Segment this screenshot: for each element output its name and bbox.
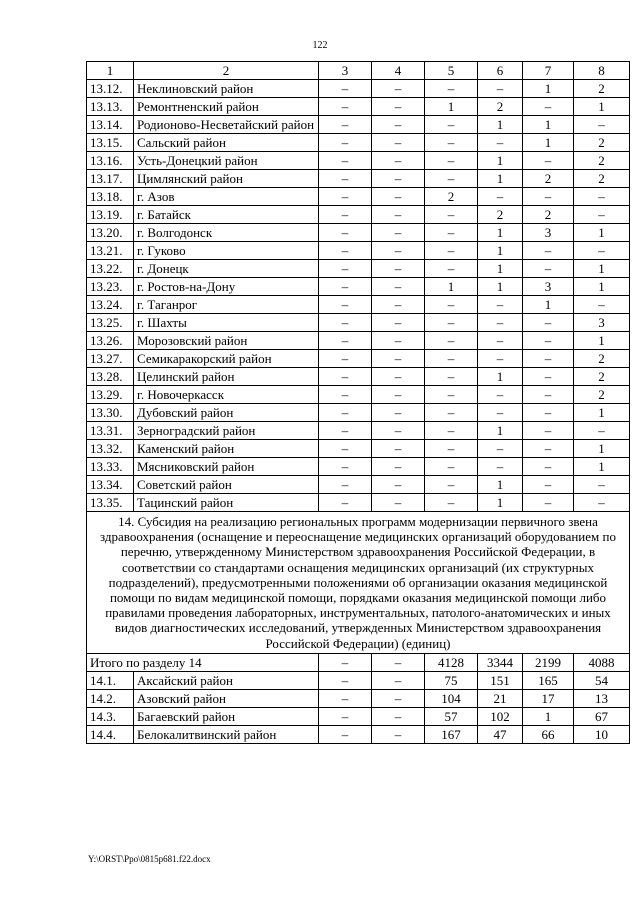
row-value: – <box>425 386 478 404</box>
column-header: 6 <box>478 62 523 80</box>
row-value: 1 <box>478 494 523 512</box>
row-value: – <box>372 404 425 422</box>
row-value: – <box>478 314 523 332</box>
row-value: – <box>372 170 425 188</box>
row-value: – <box>372 260 425 278</box>
row-value: – <box>372 188 425 206</box>
table-row <box>87 368 630 386</box>
row-number: 13.14. <box>87 116 134 134</box>
row-number: 13.19. <box>87 206 134 224</box>
row-value: 102 <box>478 707 523 725</box>
table-row <box>87 296 630 314</box>
row-value: – <box>372 422 425 440</box>
total-value: – <box>319 653 372 671</box>
row-value: – <box>372 116 425 134</box>
header-row <box>87 62 630 80</box>
row-name: Каменский район <box>134 440 319 458</box>
row-number: 13.18. <box>87 188 134 206</box>
row-value: – <box>523 440 574 458</box>
column-header: 7 <box>523 62 574 80</box>
row-value: 2 <box>574 170 630 188</box>
row-value: – <box>478 296 523 314</box>
row-value: – <box>425 116 478 134</box>
row-value: 1 <box>574 224 630 242</box>
row-name: г. Батайск <box>134 206 319 224</box>
row-value: – <box>319 350 372 368</box>
row-value: – <box>478 350 523 368</box>
row-value: 1 <box>574 404 630 422</box>
row-value: – <box>372 98 425 116</box>
row-value: – <box>372 494 425 512</box>
row-value: 2 <box>574 368 630 386</box>
row-name: Семикаракорский район <box>134 350 319 368</box>
row-value: – <box>425 350 478 368</box>
row-value: 2 <box>574 350 630 368</box>
row-value: – <box>319 260 372 278</box>
row-value: 1 <box>478 368 523 386</box>
table-row <box>87 170 630 188</box>
page-number: 122 <box>312 40 328 51</box>
row-value: 2 <box>574 80 630 98</box>
row-value: 2 <box>574 386 630 404</box>
total-value: 4088 <box>574 653 630 671</box>
row-value: 151 <box>478 671 523 689</box>
row-value: 66 <box>523 725 574 743</box>
row-value: – <box>372 242 425 260</box>
row-value: – <box>523 368 574 386</box>
row-value: 1 <box>478 278 523 296</box>
row-value: 1 <box>478 476 523 494</box>
total-value: 3344 <box>478 653 523 671</box>
table-row <box>87 314 630 332</box>
row-name: Советский район <box>134 476 319 494</box>
row-name: Неклиновский район <box>134 80 319 98</box>
row-value: – <box>425 170 478 188</box>
row-value: 54 <box>574 671 630 689</box>
footer-file-path: Y:\ORST\Ppo\0815p681.f22.docx <box>88 854 211 864</box>
row-value: – <box>319 707 372 725</box>
row-value: 2 <box>523 206 574 224</box>
row-number: 13.26. <box>87 332 134 350</box>
row-value: – <box>425 368 478 386</box>
table-row <box>87 332 630 350</box>
row-value: – <box>574 422 630 440</box>
row-value: – <box>523 386 574 404</box>
row-value: – <box>523 404 574 422</box>
row-value: – <box>478 332 523 350</box>
row-value: – <box>523 494 574 512</box>
row-name: г. Таганрог <box>134 296 319 314</box>
row-value: – <box>425 458 478 476</box>
row-value: – <box>425 260 478 278</box>
row-value: – <box>523 422 574 440</box>
row-value: – <box>372 440 425 458</box>
row-value: – <box>372 689 425 707</box>
row-value: 1 <box>478 152 523 170</box>
data-table <box>86 61 630 744</box>
section-heading: 14. Субсидия на реализацию региональных программ модернизации первичного звена здравоохранения (оснащение и переоснащение медицинских организаций оборудованием по перечню, утвержденному Министерством здравоохранения Российской Федерации, в соответствии со стандартами оснащения медицинских организаций (их структурных подразделений), предусмотренными положениями об организации оказания медицинской помощи по видам медицинской помощи, порядками оказания медицинской помощи либо правилами проведения лабораторных, инструментальных, патолого-анатомических и иных видов диагностических исследований, утвержденных Министерством здравоохранения Российской Федерации) (единиц) <box>87 512 630 654</box>
table-row <box>87 707 630 725</box>
row-number: 13.23. <box>87 278 134 296</box>
row-value: 1 <box>478 116 523 134</box>
row-number: 14.2. <box>87 689 134 707</box>
row-value: – <box>425 332 478 350</box>
row-value: – <box>319 386 372 404</box>
table-row <box>87 476 630 494</box>
row-value: 1 <box>478 170 523 188</box>
table-row <box>87 206 630 224</box>
total-row <box>87 653 630 671</box>
row-value: – <box>425 494 478 512</box>
row-value: – <box>319 314 372 332</box>
total-value: – <box>372 653 425 671</box>
row-value: – <box>523 98 574 116</box>
row-value: 13 <box>574 689 630 707</box>
row-name: г. Ростов-на-Дону <box>134 278 319 296</box>
column-header: 2 <box>134 62 319 80</box>
table-row <box>87 116 630 134</box>
row-name: Родионово-Несветайский район <box>134 116 319 134</box>
row-value: 1 <box>478 422 523 440</box>
row-value: – <box>319 458 372 476</box>
table-body-section-13 <box>87 62 630 512</box>
row-value: – <box>319 440 372 458</box>
row-value: – <box>372 206 425 224</box>
row-value: 1 <box>574 458 630 476</box>
row-name: Ремонтненский район <box>134 98 319 116</box>
table-row <box>87 188 630 206</box>
row-value: – <box>523 188 574 206</box>
row-value: 167 <box>425 725 478 743</box>
row-value: – <box>478 458 523 476</box>
row-name: Морозовский район <box>134 332 319 350</box>
row-number: 13.35. <box>87 494 134 512</box>
table-row <box>87 725 630 743</box>
table-row <box>87 494 630 512</box>
row-value: 104 <box>425 689 478 707</box>
row-value: 21 <box>478 689 523 707</box>
row-value: – <box>478 404 523 422</box>
column-header: 8 <box>574 62 630 80</box>
table-body-section-14 <box>87 671 630 743</box>
total-label: Итого по разделу 14 <box>87 653 319 671</box>
row-value: – <box>425 440 478 458</box>
row-name: г. Азов <box>134 188 319 206</box>
table-row <box>87 152 630 170</box>
row-value: – <box>574 116 630 134</box>
row-value: 2 <box>425 188 478 206</box>
row-name: Аксайский район <box>134 671 319 689</box>
table-row <box>87 80 630 98</box>
row-value: 1 <box>523 134 574 152</box>
row-value: – <box>319 80 372 98</box>
row-value: 1 <box>574 278 630 296</box>
row-value: – <box>478 188 523 206</box>
row-value: – <box>319 671 372 689</box>
row-value: 47 <box>478 725 523 743</box>
row-value: 3 <box>574 314 630 332</box>
row-value: – <box>319 725 372 743</box>
row-value: – <box>478 80 523 98</box>
row-value: – <box>574 476 630 494</box>
row-value: – <box>372 314 425 332</box>
total-value: 2199 <box>523 653 574 671</box>
row-value: 165 <box>523 671 574 689</box>
row-value: 57 <box>425 707 478 725</box>
table-row <box>87 98 630 116</box>
row-name: Тацинский район <box>134 494 319 512</box>
row-value: 10 <box>574 725 630 743</box>
table-row <box>87 278 630 296</box>
row-value: – <box>319 116 372 134</box>
row-number: 14.3. <box>87 707 134 725</box>
row-value: – <box>372 224 425 242</box>
row-value: – <box>425 404 478 422</box>
row-name: Дубовский район <box>134 404 319 422</box>
row-value: – <box>319 242 372 260</box>
row-value: – <box>523 242 574 260</box>
row-value: – <box>319 152 372 170</box>
row-value: – <box>319 134 372 152</box>
table-row <box>87 260 630 278</box>
row-value: 1 <box>523 116 574 134</box>
row-value: – <box>372 368 425 386</box>
row-value: 1 <box>574 332 630 350</box>
row-value: – <box>319 296 372 314</box>
table-row <box>87 134 630 152</box>
row-value: – <box>372 296 425 314</box>
row-name: Сальский район <box>134 134 319 152</box>
row-number: 13.32. <box>87 440 134 458</box>
row-value: – <box>319 404 372 422</box>
row-value: – <box>319 422 372 440</box>
row-value: – <box>425 296 478 314</box>
row-number: 13.21. <box>87 242 134 260</box>
row-value: – <box>319 98 372 116</box>
row-name: г. Шахты <box>134 314 319 332</box>
table-row <box>87 350 630 368</box>
section-14-heading-body <box>87 512 630 672</box>
row-value: – <box>523 458 574 476</box>
row-name: Азовский район <box>134 689 319 707</box>
row-value: 2 <box>478 98 523 116</box>
row-value: – <box>372 152 425 170</box>
row-number: 13.12. <box>87 80 134 98</box>
row-number: 13.33. <box>87 458 134 476</box>
table-row <box>87 440 630 458</box>
row-value: – <box>372 134 425 152</box>
row-name: г. Гуково <box>134 242 319 260</box>
row-value: 1 <box>478 260 523 278</box>
row-value: – <box>574 206 630 224</box>
row-name: Зерноградский район <box>134 422 319 440</box>
column-header: 5 <box>425 62 478 80</box>
row-name: Багаевский район <box>134 707 319 725</box>
row-value: – <box>319 368 372 386</box>
row-value: – <box>425 134 478 152</box>
total-value: 4128 <box>425 653 478 671</box>
table-row <box>87 671 630 689</box>
row-value: – <box>319 170 372 188</box>
row-number: 13.17. <box>87 170 134 188</box>
row-value: – <box>523 314 574 332</box>
row-name: Мясниковский район <box>134 458 319 476</box>
row-number: 13.29. <box>87 386 134 404</box>
row-value: – <box>372 725 425 743</box>
row-number: 13.27. <box>87 350 134 368</box>
row-value: 67 <box>574 707 630 725</box>
row-value: – <box>523 152 574 170</box>
row-value: – <box>425 476 478 494</box>
row-value: – <box>425 206 478 224</box>
table-row <box>87 422 630 440</box>
row-value: – <box>425 422 478 440</box>
row-value: – <box>523 332 574 350</box>
row-value: – <box>372 707 425 725</box>
row-number: 13.34. <box>87 476 134 494</box>
row-value: – <box>319 689 372 707</box>
row-value: – <box>574 188 630 206</box>
row-value: – <box>478 386 523 404</box>
row-value: 2 <box>574 134 630 152</box>
row-value: – <box>372 332 425 350</box>
row-value: 1 <box>425 278 478 296</box>
row-value: 1 <box>523 80 574 98</box>
row-value: – <box>372 476 425 494</box>
row-value: 2 <box>574 152 630 170</box>
row-value: – <box>319 332 372 350</box>
column-header: 1 <box>87 62 134 80</box>
row-value: 1 <box>523 707 574 725</box>
row-value: 75 <box>425 671 478 689</box>
row-value: 1 <box>425 98 478 116</box>
row-value: 1 <box>523 296 574 314</box>
row-value: – <box>574 296 630 314</box>
row-value: – <box>372 80 425 98</box>
table-row <box>87 242 630 260</box>
row-value: – <box>319 494 372 512</box>
row-number: 13.15. <box>87 134 134 152</box>
row-number: 14.1. <box>87 671 134 689</box>
row-value: – <box>425 314 478 332</box>
row-value: – <box>425 80 478 98</box>
row-number: 13.24. <box>87 296 134 314</box>
row-value: 3 <box>523 224 574 242</box>
row-value: 2 <box>478 206 523 224</box>
row-number: 14.4. <box>87 725 134 743</box>
row-name: г. Донецк <box>134 260 319 278</box>
row-value: – <box>574 494 630 512</box>
row-value: 17 <box>523 689 574 707</box>
row-name: г. Волгодонск <box>134 224 319 242</box>
row-number: 13.28. <box>87 368 134 386</box>
table-row <box>87 224 630 242</box>
row-value: – <box>478 134 523 152</box>
row-value: – <box>372 350 425 368</box>
row-value: 1 <box>574 98 630 116</box>
row-value: – <box>372 458 425 476</box>
row-name: Цимлянский район <box>134 170 319 188</box>
row-value: – <box>425 152 478 170</box>
row-value: 1 <box>478 242 523 260</box>
row-name: Усть-Донецкий район <box>134 152 319 170</box>
row-number: 13.20. <box>87 224 134 242</box>
table-row <box>87 689 630 707</box>
column-header: 3 <box>319 62 372 80</box>
row-value: – <box>523 260 574 278</box>
row-value: – <box>425 242 478 260</box>
section-heading-row <box>87 512 630 654</box>
table-row <box>87 458 630 476</box>
row-value: 1 <box>574 440 630 458</box>
row-number: 13.22. <box>87 260 134 278</box>
row-number: 13.13. <box>87 98 134 116</box>
row-name: Белокалитвинский район <box>134 725 319 743</box>
row-name: г. Новочеркасск <box>134 386 319 404</box>
row-value: 3 <box>523 278 574 296</box>
row-value: – <box>319 278 372 296</box>
row-value: – <box>372 278 425 296</box>
table-row <box>87 386 630 404</box>
row-value: – <box>372 386 425 404</box>
row-value: – <box>319 476 372 494</box>
table-row <box>87 404 630 422</box>
row-value: – <box>319 224 372 242</box>
row-number: 13.16. <box>87 152 134 170</box>
row-value: – <box>425 224 478 242</box>
row-name: Целинский район <box>134 368 319 386</box>
row-number: 13.25. <box>87 314 134 332</box>
row-value: – <box>478 440 523 458</box>
row-value: 1 <box>574 260 630 278</box>
row-value: – <box>574 242 630 260</box>
row-value: – <box>319 206 372 224</box>
row-value: – <box>372 671 425 689</box>
column-header: 4 <box>372 62 425 80</box>
row-value: – <box>319 188 372 206</box>
row-value: 1 <box>478 224 523 242</box>
row-number: 13.30. <box>87 404 134 422</box>
row-value: – <box>523 476 574 494</box>
row-number: 13.31. <box>87 422 134 440</box>
row-value: 2 <box>523 170 574 188</box>
row-value: – <box>523 350 574 368</box>
